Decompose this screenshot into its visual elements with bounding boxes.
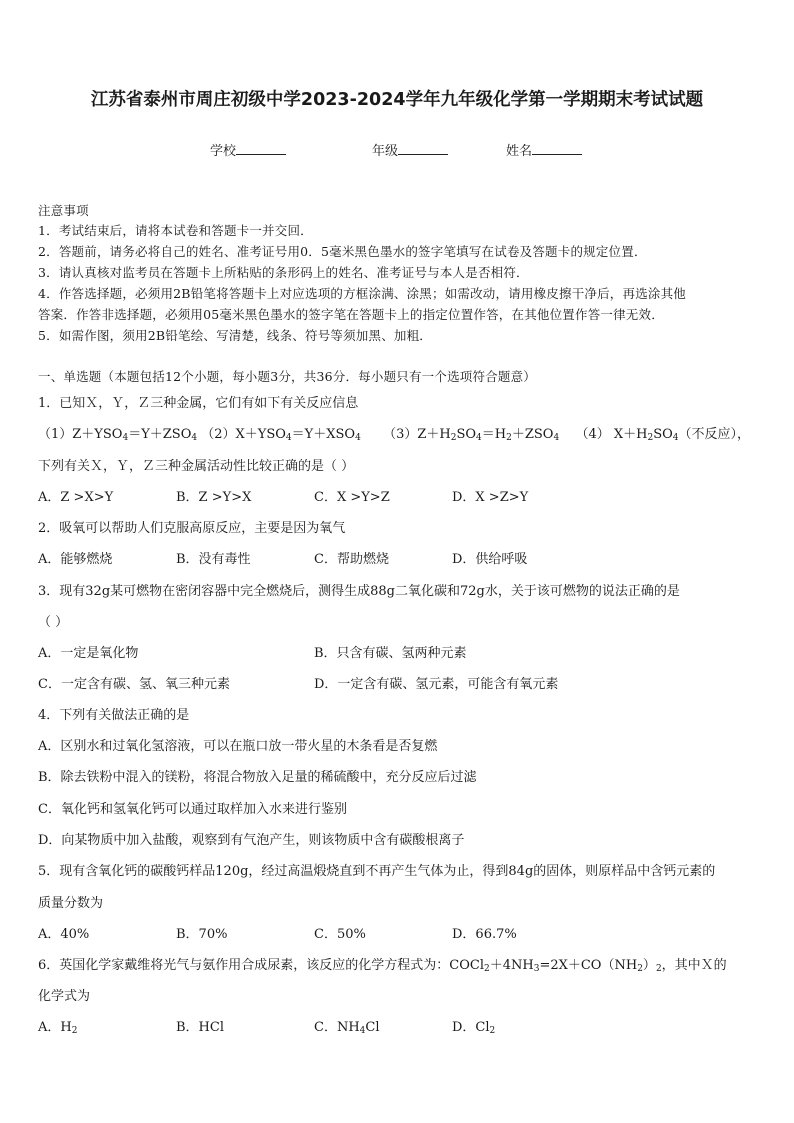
q2-option-b[interactable]: B．没有毒性 xyxy=(176,552,251,567)
note-item-4: 4．作答选择题，必须用2B铅笔将答题卡上对应选项的方框涂满、涂黑；如需改动，请用橡皮擦干净后，再选涂其他 xyxy=(38,286,686,301)
q2-stem: 2．吸氧可以帮助人们克服高原反应，主要是因为氧气 xyxy=(38,521,346,536)
q1-option-c[interactable]: C．X >Y>Z xyxy=(314,490,390,505)
note-item-1: 1．考试结束后，请将本试卷和答题卡一并交回． xyxy=(38,223,313,238)
q2-option-c[interactable]: C．帮助燃烧 xyxy=(314,552,389,567)
q1-reaction-1: $(1)Z+YSO_4=Y+ZSO_4$ xyxy=(38,427,198,443)
q6-stem-cont: 化学式为 xyxy=(38,989,91,1004)
q6-option-a[interactable]: A．$H_2$ xyxy=(38,1020,78,1036)
q3-option-a[interactable]: A．一定是氧化物 xyxy=(38,646,139,661)
q3-stem: 3．现有32g某可燃物在密闭容器中完全燃烧后，测得生成88g二氧化碳和72g水，关于该可燃物的说法正确的是 xyxy=(38,584,680,599)
section-heading: 一、单选题（本题包括12个小题，每小题3分，共36分．每小题只有一个选项符合题意） xyxy=(38,369,536,384)
q5-stem: 5．现有含氧化钙的碳酸钙样品120g，经过高温煅烧直到不再产生气体为止，得到84g的固体，则原样品中含钙元素的 xyxy=(38,864,716,879)
notes-header: 注意事项 xyxy=(38,203,89,218)
note-item-2: 2．答题前，请务必将自己的姓名、准考证号用0．5毫米黑色墨水的签字笔填写在试卷及答题卡的规定位置． xyxy=(38,244,647,259)
q5-stem-cont: 质量分数为 xyxy=(38,896,104,911)
q2-option-d[interactable]: D．供给呼吸 xyxy=(452,552,528,567)
q3-option-b[interactable]: B．只含有碳、氢两种元素 xyxy=(314,646,467,661)
name-field xyxy=(506,140,582,159)
q4-option-d[interactable]: D．向某物质中加入盐酸，观察到有气泡产生，则该物质中含有碳酸根离子 xyxy=(38,833,465,848)
q1-ask: 下列有关Ｘ，Ｙ，Ｚ三种金属活动性比较正确的是（ ） xyxy=(38,459,355,474)
q1-option-b[interactable]: B．Z >Y>X xyxy=(176,490,252,505)
q1-reaction-4: （4） $X+H_2SO_4$（不反应）， xyxy=(575,427,751,443)
q4-option-c[interactable]: C．氧化钙和氢氧化钙可以通过取样加入水来进行鉴别 xyxy=(38,802,347,817)
q6-option-c[interactable]: C．$NH_4Cl$ xyxy=(314,1020,380,1036)
q1-stem: 1．已知Ｘ，Ｙ，Ｚ三种金属，它们有如下有关反应信息 xyxy=(38,396,359,411)
exam-title: 江苏省泰州市周庄初级中学2023-2024学年九年级化学第一学期期末考试试题 xyxy=(90,90,704,110)
q4-stem: 4．下列有关做法正确的是 xyxy=(38,708,190,723)
q4-option-a[interactable]: A．区别水和过氧化氢溶液，可以在瓶口放一带火星的木条看是否复燃 xyxy=(38,739,438,754)
q5-option-d[interactable]: D．66.7% xyxy=(452,927,517,942)
grade-field xyxy=(372,140,448,159)
q3-option-d[interactable]: D．一定含有碳、氢元素，可能含有氧元素 xyxy=(314,677,559,692)
q3-stem-cont: （ ） xyxy=(38,615,69,630)
grade-blank[interactable] xyxy=(398,142,448,155)
q5-option-c[interactable]: C．50% xyxy=(314,927,366,942)
school-blank[interactable] xyxy=(236,142,286,155)
q2-option-a[interactable]: A．能够燃烧 xyxy=(38,552,113,567)
q1-option-d[interactable]: D．X >Z>Y xyxy=(452,490,529,505)
q5-option-a[interactable]: A．40% xyxy=(38,927,90,942)
q1-reaction-3: $(3)Z+H_2SO_4=H_2+ZSO_4$ xyxy=(383,427,560,443)
note-item-3: 3．请认真核对监考员在答题卡上所粘贴的条形码上的姓名、准考证号与本人是否相符． xyxy=(38,265,529,280)
name-blank[interactable] xyxy=(532,142,582,155)
q1-option-a[interactable]: A．Z >X>Y xyxy=(38,490,114,505)
q6-stem: 6．英国化学家戴维将光气与氨作用合成尿素，该反应的化学方程式为：$COCl_2+4NH_3=2X+CO(NH_2)_2$，其中Ｘ的 xyxy=(38,958,727,974)
name-label: 姓名 xyxy=(506,144,533,159)
q5-option-b[interactable]: B．70% xyxy=(176,927,228,942)
q6-option-d[interactable]: D．$Cl_2$ xyxy=(452,1020,496,1036)
note-item-4-cont: 答案．作答非选择题，必须用05毫米黑色墨水的签字笔在答题卡上的指定位置作答，在其他位置作答一律无效． xyxy=(38,307,664,322)
q3-option-c[interactable]: C．一定含有碳、氢、氧三种元素 xyxy=(38,677,230,692)
school-field xyxy=(210,140,286,159)
q1-reactions xyxy=(38,426,758,444)
school-label: 学校 xyxy=(210,144,237,159)
q6-option-b[interactable]: B．HCl xyxy=(176,1020,224,1035)
note-item-5: 5．如需作图，须用2B铅笔绘、写清楚，线条、符号等须加黑、加粗． xyxy=(38,328,432,343)
grade-label: 年级 xyxy=(372,144,399,159)
q4-option-b[interactable]: B．除去铁粉中混入的镁粉，将混合物放入足量的稀硫酸中，充分反应后过滤 xyxy=(38,770,477,785)
q1-reaction-2: $(2)X+YSO_4=Y+XSO_4$ xyxy=(201,427,361,443)
